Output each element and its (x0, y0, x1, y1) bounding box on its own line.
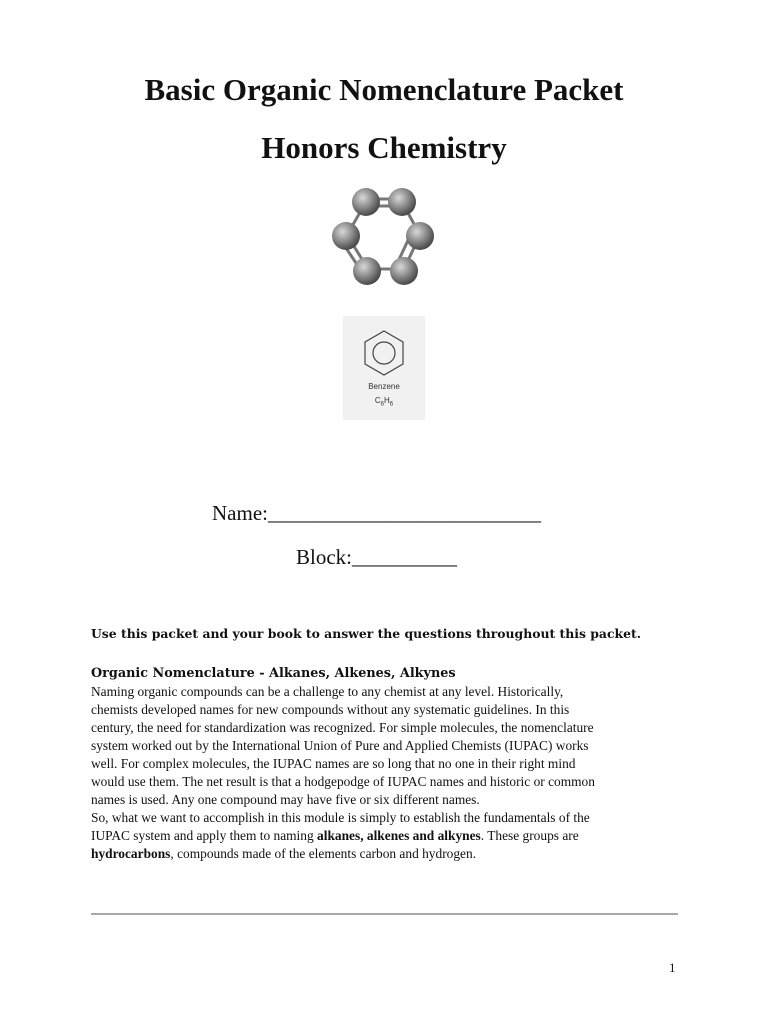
body-line: would use them. The net result is that a hodgepodge of IUPAC names and historic or common (91, 774, 595, 789)
name-field: Name:__________________________ (212, 501, 541, 525)
benzene-label: Benzene (368, 382, 400, 391)
bold-term-hydrocarbons: hydrocarbons (91, 846, 171, 861)
benzene-ring-icon (359, 328, 409, 378)
body-line: hydrocarbons, compounds made of the elements carbon and hydrogen. (91, 846, 477, 861)
body-line: century, the need for standardization was recognized. For simple molecules, the nomenclature (91, 720, 594, 735)
page-number: 1 (669, 960, 676, 975)
block-field: Block:__________ (296, 545, 457, 569)
body-line: Naming organic compounds can be a challenge to any chemist at any level. Historically, (91, 684, 564, 699)
body-line: well. For complex molecules, the IUPAC names are so long that no one in their right mind (91, 756, 576, 771)
benzene-ball-and-stick-image (322, 178, 446, 296)
footer-divider (91, 913, 678, 915)
body-line: system worked out by the International Union of Pure and Applied Chemists (IUPAC) works (91, 738, 589, 753)
benzene-formula: $C_6H_6$ (374, 396, 394, 408)
body-line: names is used. Any one compound may have five or six different names. (91, 792, 480, 807)
bold-term-alkanes-alkenes-alkynes: alkanes, alkenes and alkynes (317, 828, 481, 843)
section-heading: Organic Nomenclature - Alkanes, Alkenes, Alkynes (91, 666, 456, 681)
benzene-structure-figure (343, 316, 425, 420)
document-title: Basic Organic Nomenclature Packet (144, 72, 624, 107)
body-line: IUPAC system and apply them to naming alkanes, alkenes and alkynes. These groups are (91, 828, 579, 843)
instruction-text: Use this packet and your book to answer the questions throughout this packet. (91, 626, 642, 641)
body-paragraph (91, 683, 681, 863)
body-line: So, what we want to accomplish in this module is simply to establish the fundamentals of the (91, 810, 590, 825)
document-subtitle: Honors Chemistry (261, 130, 507, 165)
body-line: chemists developed names for new compounds without any systematic guidelines. In this (91, 702, 570, 717)
